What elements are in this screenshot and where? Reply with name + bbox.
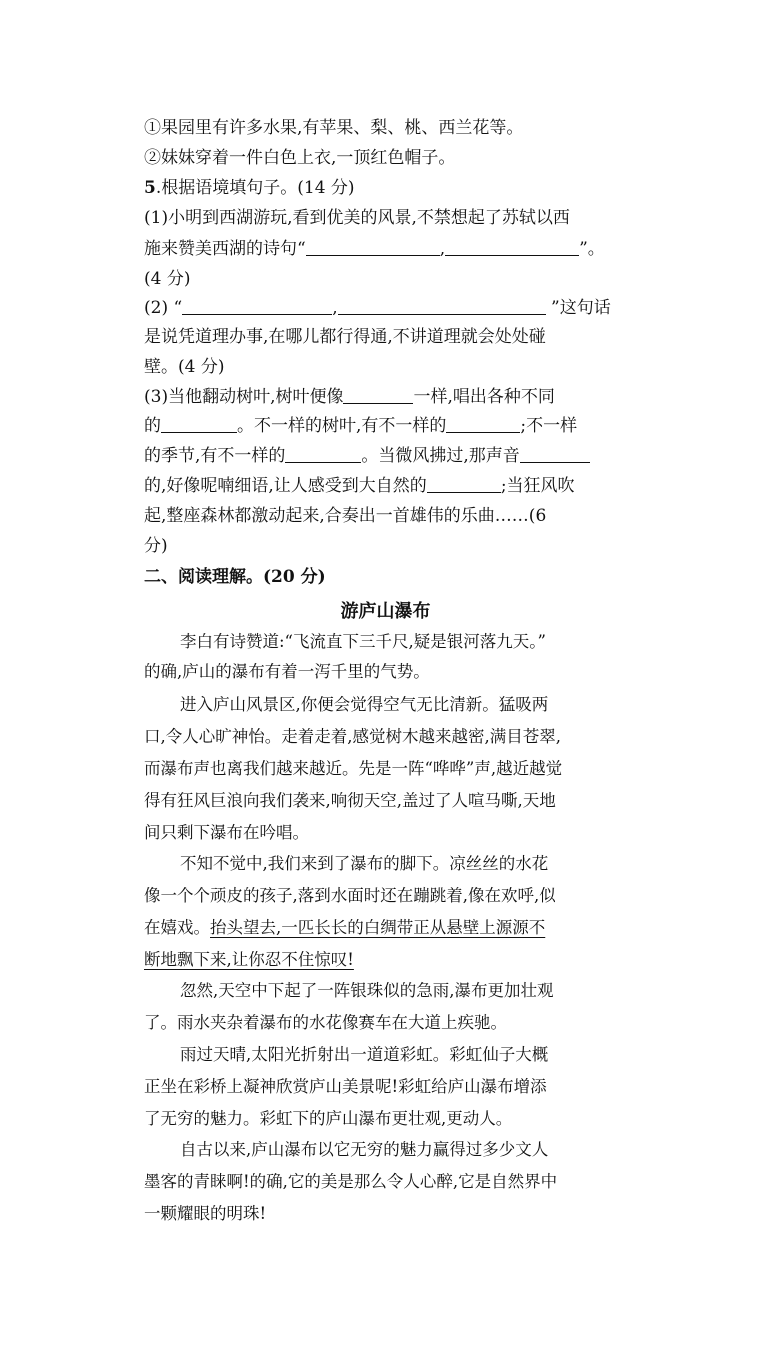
text-span: 施来赞美西湖的诗句“ xyxy=(144,239,306,259)
text-span: ;不一样 xyxy=(520,416,578,436)
passage-line: 李白有诗赞道:“飞流直下三千尺,疑是银河落九天。” xyxy=(180,632,546,651)
text-span: , xyxy=(439,239,446,259)
answer-blank[interactable] xyxy=(343,385,413,404)
q5-part3-line6: 分) xyxy=(144,536,168,556)
passage-line: 间只剩下瀑布在吟唱。 xyxy=(144,823,309,842)
answer-blank[interactable] xyxy=(446,414,520,433)
passage-line xyxy=(144,945,614,975)
q5-part3-line4 xyxy=(144,471,634,501)
q5-part3-line5: 起,整座森林都激动起来,合奏出一首雄伟的乐曲……(6 xyxy=(144,506,547,526)
passage-line xyxy=(144,913,614,943)
text-span: 的 xyxy=(144,416,161,436)
underlined-sentence: 抬头望去,一匹长长的白绸带正从悬壁上源源不 xyxy=(210,918,546,937)
q5-part2-line2: 是说凭道理办事,在哪儿都行得通,不讲道理就会处处碰 xyxy=(144,327,546,347)
section-2-heading: 二、阅读理解。(20 分) xyxy=(144,567,326,587)
q5-part3-line1 xyxy=(144,382,634,412)
passage-line: 一颗耀眼的明珠! xyxy=(144,1204,267,1223)
passage-line: 进入庐山风景区,你便会觉得空气无比清新。猛吸两 xyxy=(180,695,549,714)
answer-blank[interactable] xyxy=(520,444,590,463)
text-span: (3)当他翻动树叶,树叶便像 xyxy=(144,387,344,407)
passage-line: 雨过天晴,太阳光折射出一道道彩虹。彩虹仙子大概 xyxy=(180,1045,549,1064)
text-span: 。不一样的树叶,有不一样的 xyxy=(237,416,447,436)
q5-part2-line1 xyxy=(144,293,634,323)
q5-part1-line2 xyxy=(144,234,634,264)
passage-line: 不知不觉中,我们来到了瀑布的脚下。凉丝丝的水花 xyxy=(180,854,549,873)
text-span: 的季节,有不一样的 xyxy=(144,446,286,466)
text-span: ”这句话 xyxy=(545,298,611,318)
answer-blank[interactable] xyxy=(306,237,440,256)
passage-line: 像一个个顽皮的孩子,落到水面时还在蹦跳着,像在欢呼,似 xyxy=(144,886,556,905)
text-span: 一样,唱出各种不同 xyxy=(413,387,555,407)
item-2: ②妹妹穿着一件白色上衣,一顶红色帽子。 xyxy=(144,148,456,168)
underlined-sentence: 断地飘下来,让你忍不住惊叹! xyxy=(144,950,354,969)
passage-title: 游庐山瀑布 xyxy=(340,601,431,622)
answer-blank[interactable] xyxy=(182,296,332,315)
answer-blank[interactable] xyxy=(427,474,501,493)
answer-blank[interactable] xyxy=(445,237,579,256)
q5-part1-line3: (4 分) xyxy=(144,269,191,289)
passage-line: 正坐在彩桥上凝神欣赏庐山美景呢!彩虹给庐山瀑布增添 xyxy=(144,1077,547,1096)
text-span: ”。 xyxy=(579,239,605,259)
passage-line: 而瀑布声也离我们越来越近。先是一阵“哗哗”声,越近越觉 xyxy=(144,759,563,778)
item-1: ①果园里有许多水果,有苹果、梨、桃、西兰花等。 xyxy=(144,118,524,138)
text-span: ;当狂风吹 xyxy=(500,476,575,496)
question-5-text: .根据语境填句子。(14 分) xyxy=(155,178,355,198)
passage-line: 了无穷的魅力。彩虹下的庐山瀑布更壮观,更动人。 xyxy=(144,1109,513,1128)
text-span: 在嬉戏。 xyxy=(144,918,210,937)
answer-blank[interactable] xyxy=(338,296,546,315)
passage-line: 墨客的青睐啊!的确,它的美是那么令人心醉,它是自然界中 xyxy=(144,1172,558,1191)
text-span: , xyxy=(332,298,338,318)
passage-line: 自古以来,庐山瀑布以它无穷的魅力赢得过多少文人 xyxy=(180,1140,549,1159)
text-span: 。当微风拂过,那声音 xyxy=(361,446,520,466)
q5-part1-line1: (1)小明到西湖游玩,看到优美的风景,不禁想起了苏轼以西 xyxy=(144,208,570,228)
passage-line: 口,令人心旷神怡。走着走着,感觉树木越来越密,满目苍翠, xyxy=(144,727,561,746)
text-span: 的,好像呢喃细语,让人感受到大自然的 xyxy=(144,476,427,496)
q5-part3-line3 xyxy=(144,441,634,471)
passage-line: 忽然,天空中下起了一阵银珠似的急雨,瀑布更加壮观 xyxy=(180,981,554,1000)
passage-line: 了。雨水夹杂着瀑布的水花像赛车在大道上疾驰。 xyxy=(144,1013,507,1032)
passage-line: 的确,庐山的瀑布有着一泻千里的气势。 xyxy=(144,662,430,681)
passage-line: 得有狂风巨浪向我们袭来,响彻天空,盖过了人喧马嘶,天地 xyxy=(144,791,556,810)
question-5-heading xyxy=(144,173,634,203)
text-span: (2) “ xyxy=(144,298,183,318)
question-number: 5 xyxy=(144,178,156,198)
answer-blank[interactable] xyxy=(285,444,361,463)
answer-blank[interactable] xyxy=(161,414,237,433)
q5-part3-line2 xyxy=(144,411,634,441)
q5-part2-line3: 壁。(4 分) xyxy=(144,357,225,377)
